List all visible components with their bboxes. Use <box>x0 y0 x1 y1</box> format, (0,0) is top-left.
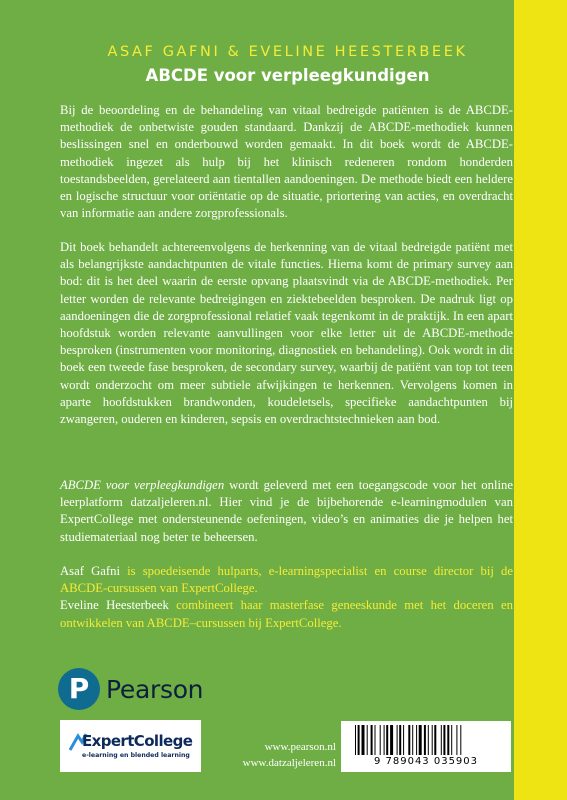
barcode-bar <box>428 725 429 755</box>
barcode-bar <box>397 725 398 755</box>
author-names: ASAF GAFNI & EVELINE HEESTERBEEK <box>107 44 468 60</box>
barcode-bar <box>403 725 404 755</box>
author-2-bio: combineert haar masterfase geneeskunde met het doceren en ontwikkelen van ABCDE–cursussen bij ExpertCollege. <box>60 598 513 630</box>
barcode-bar <box>375 725 376 755</box>
barcode-bar <box>460 725 461 755</box>
yellow-spine-strip <box>514 0 567 800</box>
barcode-bar <box>358 725 360 755</box>
barcode-bar <box>386 725 388 755</box>
pearson-wordmark: Pearson <box>106 674 204 704</box>
barcode-bar <box>355 725 356 755</box>
barcode-bar <box>384 725 385 755</box>
isbn-barcode <box>341 721 511 772</box>
barcode-bar <box>412 725 413 755</box>
barcode-bar <box>456 725 457 755</box>
author-1-bio: is spoedeisende hulparts, e-learningspecialist en course director bij de ABCDE-cursussen van ExpertCollege. <box>60 564 513 596</box>
pearson-url: www.pearson.nl <box>264 741 336 753</box>
isbn-number: 9 789043 035903 <box>373 756 479 767</box>
barcode-bar <box>367 725 368 755</box>
barcode-bar <box>451 725 452 755</box>
author-bios <box>60 563 513 632</box>
expertcollege-logo <box>60 720 201 772</box>
barcode-bar <box>419 725 422 755</box>
website-urls <box>218 740 336 771</box>
pearson-logo-icon <box>58 668 100 710</box>
book-title-italic: ABCDE voor verpleegkundigen <box>60 478 225 492</box>
barcode-bar <box>362 725 365 755</box>
datzaljeleren-url: www.datzaljeleren.nl <box>242 756 336 769</box>
barcode-bar <box>416 725 417 755</box>
barcode-bar <box>408 725 410 755</box>
barcode-bar <box>434 725 436 755</box>
pearson-logo-group <box>58 664 203 714</box>
barcode-bar <box>390 725 393 755</box>
blurb-paragraph-1: Bij de beoordeling en de behandeling van vitaal bedreigde patiënten is de ABCDE-methodiek de onbetwiste gouden standaard. Dankzij de ABCDE-methodiek kunnen beslissingen snel en onderbouwd worden gemaakt. In dit boek wordt de ABCDE-methodiek ingezet als hulp bij het klinisch redeneren rondom honderden toestandsbeelden, gerelateerd aan tientallen aandoeningen. De methode biedt een heldere en logische structuur voor oriëntatie op de situatie, priortering van acties, en overdracht van informatie aan andere zorgprofessionals. <box>60 103 513 221</box>
blurb-paragraph-3-text: wordt geleverd met een toegangscode voor het online leerplatform datzaljeleren.nl. Hier vind je de bijbehorende e-learningmodulen van ExpertCollege met ondersteunende oefeningen, video’s en animaties die je helpen het studiemateriaal nog beter te beheersen. <box>60 478 513 544</box>
barcode-bar <box>441 725 442 755</box>
barcode-bar <box>399 725 401 755</box>
barcode-bars <box>351 725 501 757</box>
book-title: ABCDE voor verpleegkundigen <box>145 66 430 85</box>
expertcollege-tagline: e-learning en blended learning <box>82 752 190 759</box>
barcode-bar <box>443 725 445 755</box>
barcode-bar <box>447 725 449 755</box>
barcode-bar <box>380 725 381 755</box>
expertcollege-name: ExpertCollege <box>82 732 193 750</box>
blurb-paragraph-2: Dit boek behandelt achtereenvolgens de herkenning van de vitaal bedreigde patiënt met als belangrijkste aandachtpunten de vitale functies. Hierna komt de primary survey aan bod: dit is het deel waarin de eerste opvang plaatsvindt via de ABCDE-methodiek. Per letter worden de relevante bedreigingen en ziektebeelden besproken. De nadruk ligt op aandoeningen die de zorgprofessional relatief vaak tegenkomt in de praktijk. In een apart hoofdstuk worden relevante aanvullingen voor elke letter uit de ABCDE-methode besproken (instrumenten voor monitoring, diagnostiek en behandeling). Ook wordt in dit boek een tweede fase besproken, de secondary survey, waarbij de patiënt van top tot teen wordt onderzocht om meer subtiele afwijkingen te herkennen. Vervolgens komen in aparte hoofdstukken brandwonden, koudeletsels, specifieke aandachtpunten bij zwangeren, ouderen en kinderen, sepsis en overdrachtstechnieken aan bod. <box>60 240 513 427</box>
pearson-logo-letter: P <box>68 672 90 705</box>
barcode-bar <box>432 725 433 755</box>
blurb-paragraph-3 <box>60 477 513 546</box>
author-1-name: Asaf Gafni <box>60 564 120 578</box>
barcode-bar <box>371 725 373 755</box>
author-2-name: Eveline Heesterbeek <box>60 598 169 613</box>
barcode-bar <box>424 725 426 755</box>
